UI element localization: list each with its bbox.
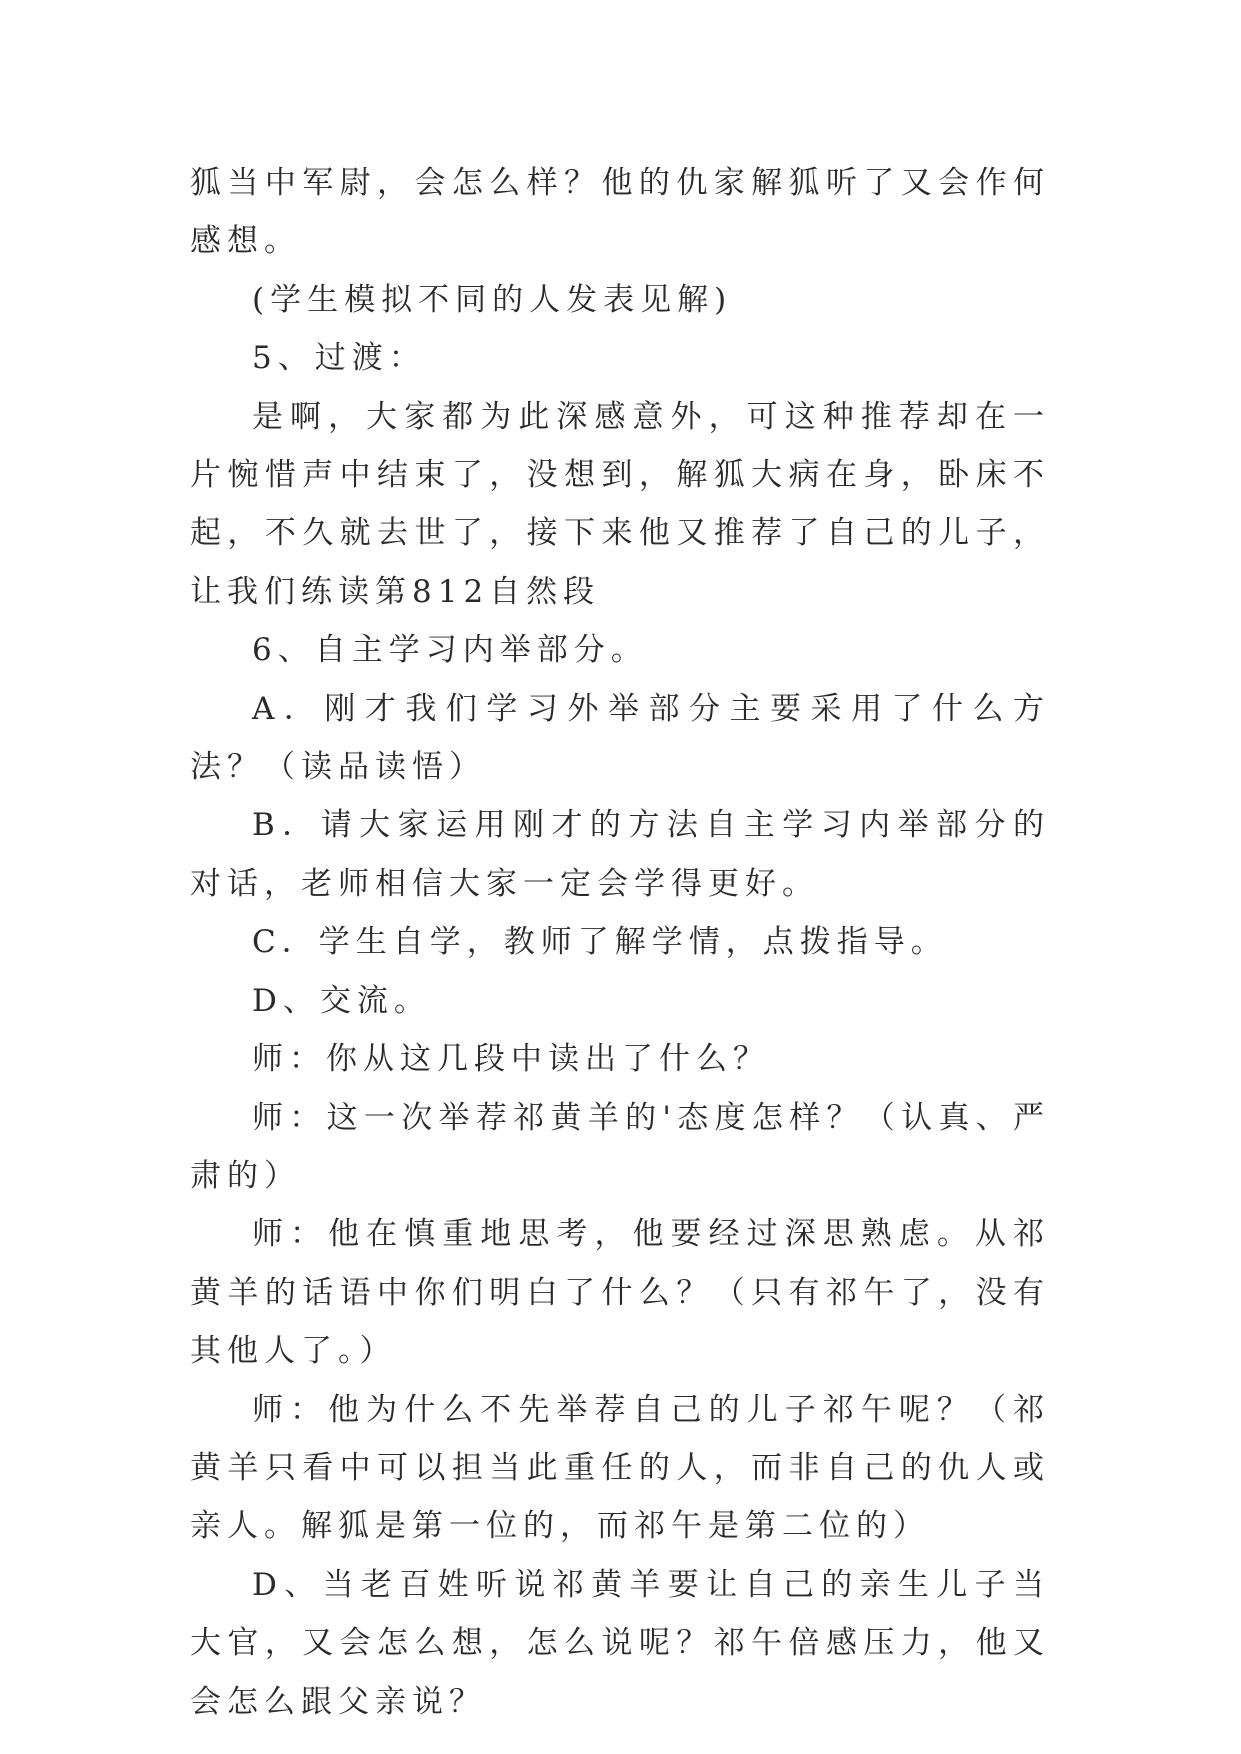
paragraph: A．刚才我们学习外举部分主要采用了什么方法？（读品读悟）: [190, 690, 1050, 786]
paragraph: 是啊，大家都为此深感意外，可这种推荐却在一片惋惜声中结束了，没想到，解狐大病在身，卧床不起，不久就去世了，接下来他又推荐了自己的儿子，让我们练读第812自然段: [190, 398, 1050, 610]
paragraph: 6、自主学习内举部分。: [252, 632, 648, 669]
paragraph: 师：你从这几段中读出了什么？: [252, 1041, 770, 1078]
paragraph: 师：他在慎重地思考，他要经过深思熟虑。从祁黄羊的话语中你们明白了什么？（只有祁午了，没有其他人了。）: [190, 1216, 1050, 1370]
paragraph: D、交流。: [252, 982, 431, 1019]
paragraph: C．学生自学，教师了解学情，点拨指导。: [252, 924, 948, 961]
paragraph: B．请大家运用刚才的方法自主学习内举部分的对话，老师相信大家一定会学得更好。: [190, 807, 1050, 902]
paragraph: 5、过渡：: [252, 340, 426, 377]
paragraph: 狐当中军尉，会怎么样？他的仇家解狐听了又会作何感想。: [190, 165, 1050, 260]
paragraph: 师：这一次举荐祁黄羊的'态度怎样？（认真、严肃的）: [190, 1099, 1050, 1194]
paragraph: D、当老百姓听说祁黄羊要让自己的亲生儿子当大官，又会怎么想，怎么说呢？祁午倍感压力，他又会怎么跟父亲说？: [190, 1566, 1050, 1720]
paragraph: 师：他为什么不先举荐自己的儿子祁午呢？（祁黄羊只看中可以担当此重任的人，而非自己的仇人或亲人。解狐是第一位的，而祁午是第二位的）: [190, 1391, 1050, 1545]
paragraph: (学生模拟不同的人发表见解): [252, 281, 733, 318]
document-body: [190, 154, 1050, 1731]
